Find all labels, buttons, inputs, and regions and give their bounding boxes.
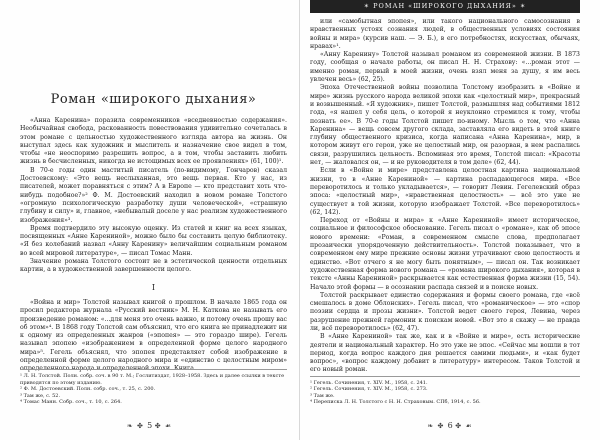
left-folio bbox=[0, 421, 299, 430]
right-footnotes bbox=[310, 376, 580, 406]
left-footnotes bbox=[20, 369, 287, 406]
footnote: ² Ф. М. Достоевский. Полн. собр. соч., т. 25, с. 200. bbox=[20, 386, 156, 393]
left-body-text bbox=[20, 117, 287, 374]
footnote: ¹ Л. Н. Толстой. Полн. собр. соч. в 90 т. М.; Гослитиздат, 1928–1958. Здесь и далее ссылки в тексте приводятся по этому изданию. bbox=[20, 373, 285, 386]
paragraph: Эпоха Отечественной войны позволила Толстому изобразить в «Войне и мире» жизнь русского народа великой эпохи как «целостный мир», прекрасный и возвышенный. «Я художник», пишет Толстой, размышляя над событиями 1812 года, «я нашел у себя цель, о которой я неуклонно стремился к тому, чтобы познать ее». В 70-е годы Толстой пишет по-иному. Мысль о том, что «Анна Каренина» — вещь совсем другого склада, заставляла его видеть в этой книге глубину общественного кризиса, когда написана «Анна Каренина», мир, в котором живут его герои, уже не целостный мир, он разорван, в нем распались связи, разрушились цельность. Вспоминая это время, Толстой писал: «Красоты нет, — жаловался он, — и не руководителя в том деле» (62, 44). bbox=[310, 84, 580, 167]
paragraph: «Анна Каренина» поразила современников «вседневностью содержания». Необычайная свобода, раскованность повествования удивительно сочеталась в этом романе с цельностью художественного взгляда автора на жизнь. Он выступал здесь как художник и мыслитель и назначение свое видел в том, чтобы «не неоспоримо разрешить вопрос, а в том, чтобы заставить любить жизнь в бесчисленных, никогда не истощимых всех ее проявлениях» (61, 100)¹. bbox=[20, 117, 287, 166]
ornament-icon: ✤ ☙ bbox=[154, 422, 173, 430]
right-folio bbox=[300, 421, 600, 430]
page-number: 6 bbox=[447, 421, 453, 430]
paragraph: Переход от «Войны и мира» к «Анне Карениной» имеет историческое, социальное и философское обоснование. Гегель писал о «романе», как об эпосе нового времени: «Роман, в современном смысле слова, предполагает прозаически упорядоченную действительность». Толстой показывает, что в современном ему мире прежние основы жизни утрачивают свою целостность и единство. «Вот отчего я не могу быть понятным», — писал он. Так возникает художественная форма нового романа — «романа широкого дыхания», которая в тексте «Анны Карениной» раскрывается как естественная форма жизни (15, 54). Начало этой формы — в осознании распада связей и в поиске новых. bbox=[310, 217, 580, 291]
paragraph: В 70-е годы один маститый писатель (по-видимому, Гончаров) сказал Достоевскому: «Это вещь неслыханная, это вещь первая. Кто у нас, из писателей, может поравняться с этим? А в Европе — кто представит хоть что-нибудь подобное?»² Ф. М. Достоевский находил в новом романе Толстого «огромную психологическую разработку души человеческой», «страшную глубину и силу» и, главное, «небывалый доселе у нас реализм художественного изображения»³. bbox=[20, 166, 287, 224]
ornament-icon: ❧ ✤ bbox=[427, 422, 448, 430]
footnote: ⁴ Томас Манн. Собр. соч., т. 10, с. 264. bbox=[20, 399, 122, 406]
ornament-icon: ❧ ✤ bbox=[126, 422, 148, 430]
footnote: ² Гегель. Сочинения, т. XIV. М., 1958, с. 273. bbox=[310, 386, 428, 393]
footnote: ¹ Гегель. Сочинения, т. XIV. М., 1958, с. 241. bbox=[310, 379, 428, 386]
footnote: ⁴ Переписка Л. Н. Толстого с Н. Н. Страховым. СПб, 1914, с. 56. bbox=[310, 399, 481, 406]
paragraph: «Война и мир» Толстой называл книгой о прошлом. В начале 1865 года он просил редактора журнала «Русский вестник» М. Н. Каткова не называть его произведение романом: «...для меня это очень важно, и потому очень прошу вас об этом»⁴. В 1868 году Толстой сам объяснил, что его книга не принадлежит ни к одному из определенных жанров («эпопея» — это гораздо шире). Гегель называл эпопею «изображением в определенной форме целого народного мира»⁵. Гегель объяснял, что эпопея представляет собой изображение в определенной форме целого народного мира и «единство с целостным миром» определенного народа и определенной эпохи. Книга... bbox=[20, 298, 287, 373]
footnote: ³ Там же, с. 52. bbox=[20, 392, 61, 399]
right-body-text bbox=[310, 18, 580, 375]
paragraph: В «Анне Карениной» так же, как и в «Войне и мире», есть исторические деятели и национальный характер. Но это уже не эпос. «Сейчас мы вошли в тот период, когда вопрос каждого дня решается самими людьми», и «как будет вопрос», «вопрос каждому добавит в литературу» интересом. Таков Толстой и его новый роман. bbox=[310, 333, 580, 374]
footnote: ³ Там же. bbox=[310, 392, 335, 399]
ornament-icon: ✤ ☙ bbox=[455, 422, 473, 430]
paragraph: или «самобытная эпопея», или такого национального самосознания в нравственных устоях сознания людей, в общественных условиях состояния войны и мира» (курсив наш. — Э. Б.), в его потребностях, искусствах, обычаях, нравах»¹. bbox=[310, 18, 580, 50]
running-head: ✶ РОМАН «ШИРОКОГО ДЫХАНИЯ» ✶ bbox=[310, 0, 580, 13]
right-page bbox=[300, 0, 600, 440]
paragraph: Если в «Войне и мире» представлена целостная картина национальной жизни, то в «Анне Карениной» — картина распадающегося мира. «Все переворотилось и только укладывается», — говорит Левин. Гегелевский образ эпоса: «целостный мир», «нравственная целостность» — всё это уже не существует в той жизни, которую изображает Толстой. «Все переворотилось» (62, 142). bbox=[310, 167, 580, 216]
paragraph: Время подтвердило эту высокую оценку. Из статей и книг на всех языках, посвященных «Анне Карениной», можно было бы составить целую библиотеку. «Я без колебаний назвал «Анну Каренину» величайшим социальным романом во всей мировой литературе», — писал Томас Манн. bbox=[20, 224, 287, 257]
page-number: 5 bbox=[147, 421, 153, 430]
paragraph: Толстой раскрывает единство содержания и формы своего романа, где «всё смешалось в доме Облонских». Гегель писал, что «романическое» — это «спор поэзии сердца и прозы жизни». Толстой ведет своего героя, Левина, через разрушение прежней гармонии к поискам новой. «Вот это я скажу — не правда ли, всё переворотилось» (62, 47). bbox=[310, 291, 580, 332]
chapter-title: Роман «широкого дыхания» bbox=[50, 92, 257, 107]
paragraph: «Анну Каренину» Толстой называл романом из современной жизни. В 1873 году, сообщая о начале работы, он писал Н. Н. Страхову: «...роман этот — именно роман, первый в моей жизни, очень взял меня за душу, я им весь увлечен весь» (62, 25). bbox=[310, 51, 580, 84]
paragraph: Значение романа Толстого состоит не в эстетической ценности отдельных картин, а в художественной завершенности целого. bbox=[20, 258, 287, 274]
section-number: I bbox=[151, 282, 156, 292]
